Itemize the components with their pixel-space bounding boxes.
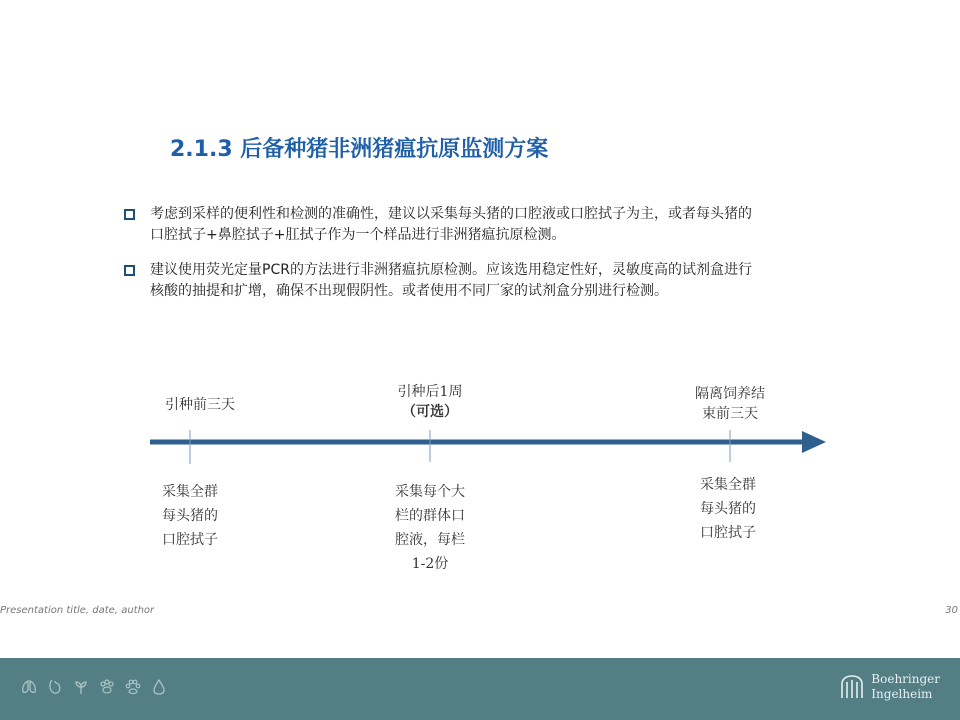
paw-print-icon	[124, 678, 142, 696]
paw-icon	[98, 678, 116, 696]
slide-title: 2.1.3 后备种猪非洲猪瘟抗原监测方案	[170, 137, 549, 162]
footer-icon-row	[20, 678, 168, 700]
timeline-label-below: 采集每个大 栏的群体口 腔液，每栏 1-2份	[395, 484, 465, 572]
timeline-arrowhead	[802, 431, 826, 453]
drop-icon	[150, 678, 168, 696]
bullet-text: 考虑到采样的便利性和检测的准确性，建议以采集每头猪的口腔液或口腔拭子为主，或者每头猪的口腔拭子+鼻腔拭子+肛拭子作为一个样品进行非洲猪瘟抗原检测。	[150, 206, 752, 243]
boehringer-logo	[839, 672, 940, 702]
bullet-text: 建议使用荧光定量PCR的方法进行非洲猪瘟抗原检测。应该选用稳定性好，灵敏度高的试剂盒进行核酸的抽提和扩增，确保不出现假阴性。或者使用不同厂家的试剂盒分别进行检测。	[150, 262, 752, 299]
page-number: 30	[945, 605, 958, 616]
presentation-info: Presentation title, date, author	[0, 605, 155, 616]
timeline-label-above: 引种后1周 （可选）	[397, 384, 463, 420]
plant-icon	[72, 678, 90, 696]
timeline-label-above: 隔离饲养结 束前三天	[695, 386, 765, 422]
lungs-icon	[20, 678, 38, 696]
logo-text: Boehringer Ingelheim	[871, 672, 940, 701]
timeline-label-below: 采集全群 每头猪的 口腔拭子	[700, 477, 756, 541]
stomach-icon	[46, 678, 64, 696]
timeline-label-above: 引种前三天	[165, 397, 235, 413]
boehringer-logo-icon	[839, 674, 865, 700]
timeline-label-below: 采集全群 每头猪的 口腔拭子	[162, 484, 218, 548]
footer-bar	[0, 658, 960, 720]
